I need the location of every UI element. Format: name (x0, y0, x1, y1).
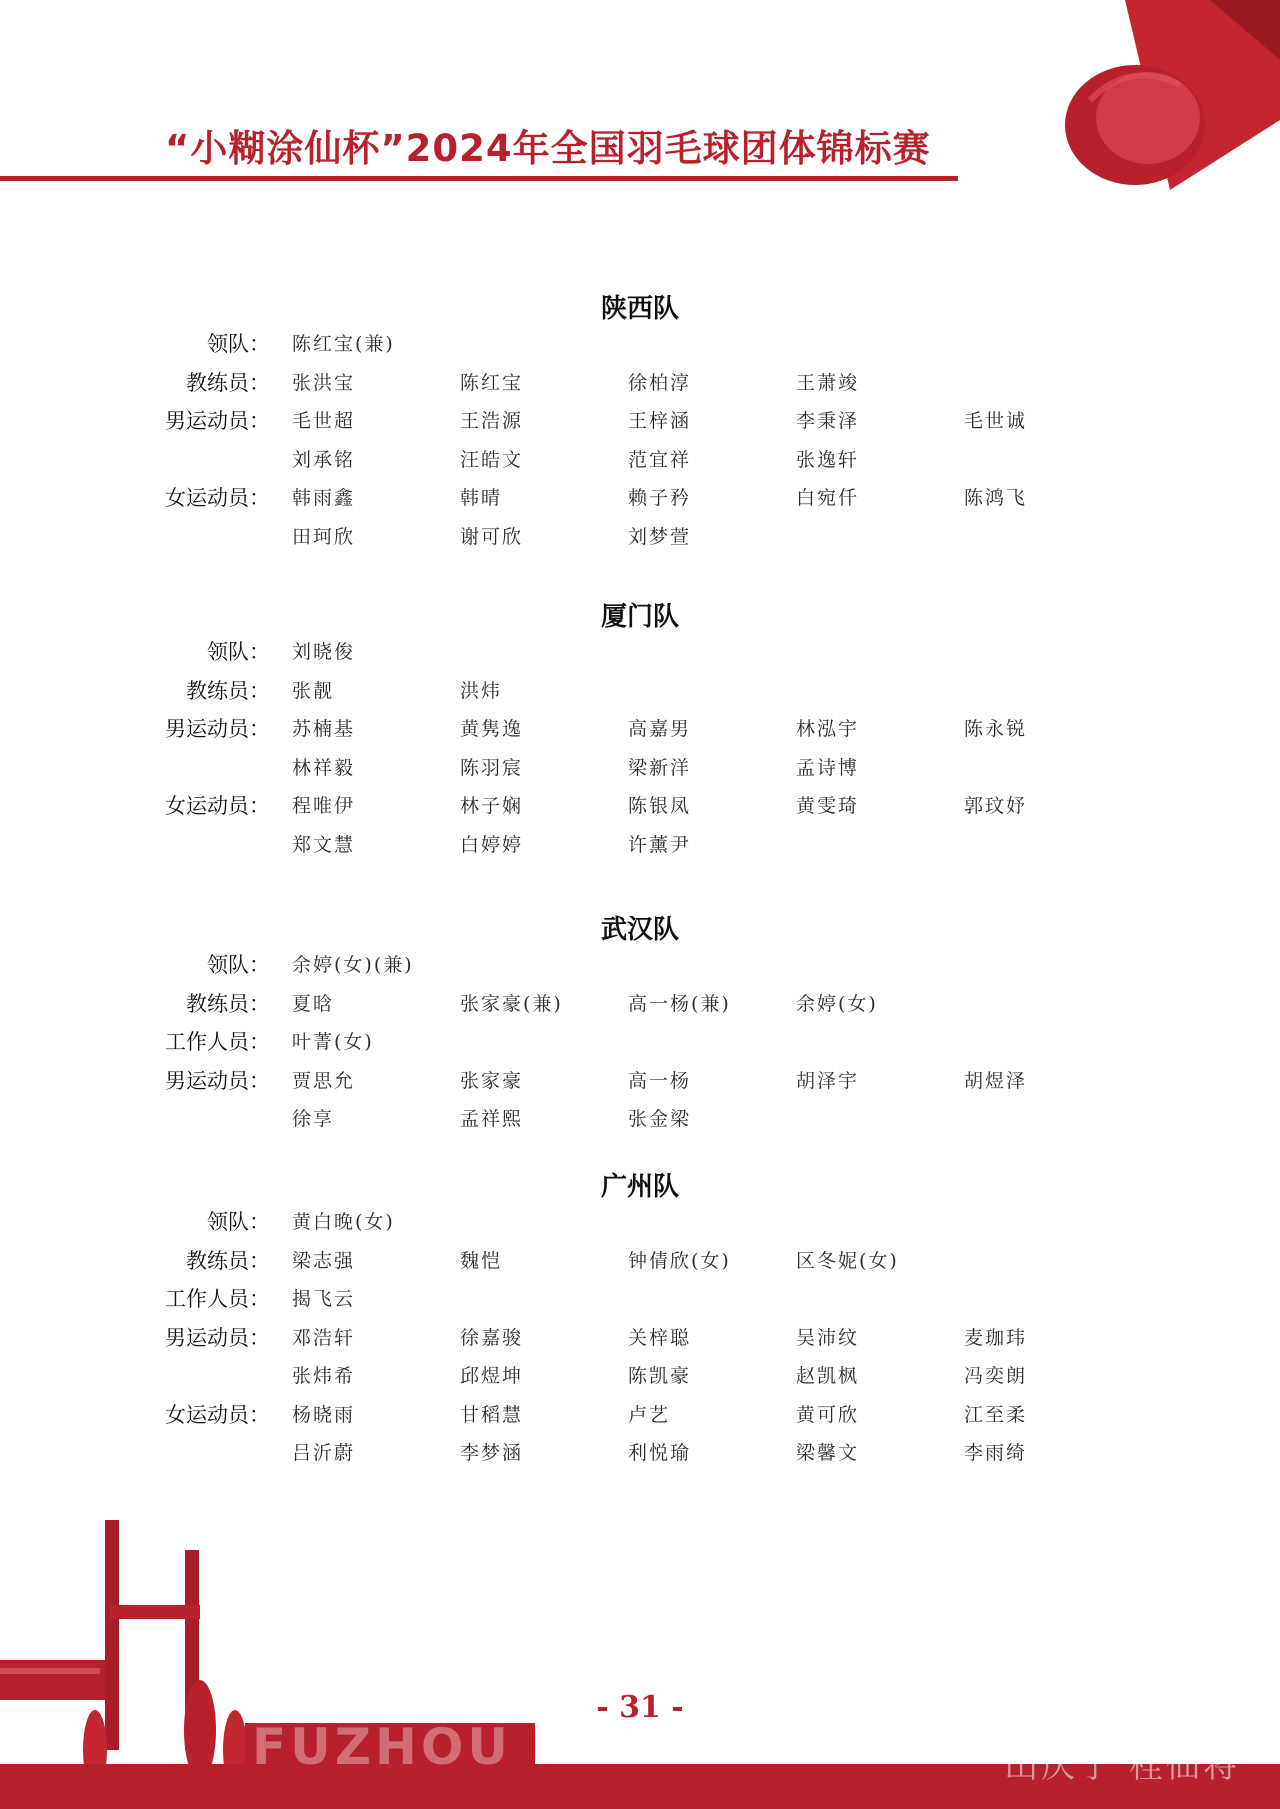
member-name: 张炜希 (292, 1365, 356, 1387)
header-corner-decoration (1030, 0, 1280, 194)
roster-row (0, 521, 1280, 551)
role-label: 女运动员 ： (165, 790, 270, 820)
role-label: 工作人员 ： (165, 1283, 270, 1313)
role-label: 领队 ： (207, 949, 270, 979)
roster-row (0, 1206, 1280, 1236)
member-name: 甘稻慧 (460, 1403, 524, 1426)
roster-row (0, 790, 1280, 820)
member-name: 汪皓文 (460, 448, 524, 471)
member-name: 毛世超 (292, 410, 356, 432)
member-name: 贾思允 (292, 1069, 356, 1092)
member-name: 胡泽宇 (796, 1069, 860, 1092)
member-name: 麦珈玮 (964, 1326, 1028, 1349)
role-label: 教练员 ： (186, 367, 270, 397)
member-name: 张家豪(兼) (460, 992, 563, 1015)
roster-row (0, 1245, 1280, 1275)
member-name: 关梓聪 (628, 1326, 692, 1349)
role-label: 男运动员 ： (165, 1065, 270, 1095)
role-label: 工作人员 ： (165, 1026, 270, 1056)
member-name: 梁新洋 (628, 756, 692, 779)
member-name: 李雨绮 (964, 1442, 1028, 1464)
member-name: 王浩源 (460, 410, 524, 432)
member-name: 范宜祥 (628, 448, 692, 471)
role-label: 教练员 ： (186, 675, 270, 705)
roster-row (0, 444, 1280, 474)
roster-row (0, 636, 1280, 666)
member-name: 高嘉男 (628, 718, 692, 740)
roster-row (0, 988, 1280, 1018)
member-name: 梁志强 (292, 1249, 356, 1272)
role-label: 领队 ： (207, 636, 270, 666)
roster-row (0, 1065, 1280, 1095)
member-name: 白宛仟 (796, 487, 860, 509)
role-label: 男运动员 ： (165, 713, 270, 743)
page-number: - 31 - (596, 1690, 684, 1725)
member-name: 郭玟妤 (964, 795, 1028, 817)
role-label: 女运动员 ： (165, 482, 270, 512)
member-name: 张洪宝 (292, 371, 356, 394)
team-name: 广州队 (600, 1172, 679, 1202)
member-name: 张靓 (292, 679, 335, 702)
member-name: 李秉泽 (796, 410, 860, 432)
member-name: 陈红宝(兼) (292, 333, 395, 355)
member-name: 黄白晚(女) (292, 1211, 395, 1233)
member-name: 钟倩欣(女) (628, 1249, 731, 1272)
member-name: 林泓宇 (796, 718, 860, 740)
member-name: 黄雯琦 (796, 795, 860, 817)
member-name: 苏楠基 (292, 718, 356, 740)
member-name: 陈羽宸 (460, 756, 524, 779)
city-name-text: FUZHOU (252, 1718, 512, 1776)
gate-illustration (0, 1510, 260, 1774)
roster-row (0, 1360, 1280, 1390)
document-title: “小糊涂仙杯”2024年全国羽毛球团体锦标赛 (165, 127, 931, 170)
role-label: 领队 ： (207, 1206, 270, 1236)
member-name: 黄可欣 (796, 1403, 860, 1426)
member-name: 陈红宝 (460, 371, 524, 394)
roster-row (0, 367, 1280, 397)
member-name: 邱煜坤 (460, 1365, 524, 1387)
member-name: 杨晓雨 (292, 1403, 356, 1426)
role-label: 教练员 ： (186, 988, 270, 1018)
roster-row (0, 1103, 1280, 1133)
member-name: 许薰尹 (628, 833, 692, 856)
member-name: 毛世诚 (964, 410, 1028, 432)
member-name: 吕沂蔚 (292, 1442, 356, 1464)
member-name: 胡煜泽 (964, 1069, 1028, 1092)
member-name: 王萧竣 (796, 371, 860, 394)
roster-row (0, 482, 1280, 512)
roster-row (0, 328, 1280, 358)
team-name: 厦门队 (600, 602, 679, 632)
roster-row (0, 405, 1280, 435)
member-name: 田珂欣 (292, 525, 356, 548)
member-name: 林子娴 (460, 795, 524, 817)
member-name: 区冬妮(女) (796, 1249, 899, 1272)
member-name: 程唯伊 (292, 795, 356, 817)
member-name: 冯奕朗 (964, 1365, 1028, 1387)
member-name: 王梓涵 (628, 410, 692, 432)
member-name: 夏晗 (292, 992, 335, 1015)
roster-row (0, 1283, 1280, 1313)
member-name: 高一杨 (628, 1069, 692, 1092)
member-name: 林祥毅 (292, 756, 356, 779)
member-name: 洪炜 (460, 679, 503, 702)
member-name: 徐享 (292, 1108, 335, 1130)
roster-row (0, 1026, 1280, 1056)
member-name: 孟诗博 (796, 756, 860, 779)
member-name: 揭飞云 (292, 1288, 356, 1310)
role-label: 男运动员 ： (165, 1322, 270, 1352)
member-name: 赖子矜 (628, 487, 692, 509)
header-divider (0, 176, 958, 181)
member-name: 张金梁 (628, 1108, 692, 1130)
member-name: 刘晓俊 (292, 641, 356, 663)
member-name: 黄隽逸 (460, 718, 524, 740)
roster-row (0, 752, 1280, 782)
member-name: 卢艺 (628, 1403, 671, 1426)
member-name: 韩晴 (460, 487, 503, 509)
member-name: 刘承铭 (292, 448, 356, 471)
roster-row (0, 949, 1280, 979)
member-name: 高一杨(兼) (628, 992, 731, 1015)
roster-row (0, 675, 1280, 705)
member-name: 余婷(女)(兼) (292, 954, 414, 976)
member-name: 梁馨文 (796, 1442, 860, 1464)
member-name: 孟祥熙 (460, 1108, 524, 1130)
role-label: 女运动员 ： (165, 1399, 270, 1429)
roster-row (0, 713, 1280, 743)
member-name: 郑文慧 (292, 833, 356, 856)
roster-row (0, 1437, 1280, 1467)
role-label: 领队 ： (207, 328, 270, 358)
member-name: 魏恺 (460, 1249, 503, 1272)
member-name: 韩雨鑫 (292, 487, 356, 509)
member-name: 陈鸿飞 (964, 487, 1028, 509)
member-name: 江至柔 (964, 1403, 1028, 1426)
roster-row (0, 829, 1280, 859)
member-name: 吴沛纹 (796, 1326, 860, 1349)
watermark-text: 山庆了 桂仙将 (1004, 1746, 1240, 1786)
member-name: 徐柏淳 (628, 371, 692, 394)
member-name: 张逸轩 (796, 448, 860, 471)
member-name: 赵凯枫 (796, 1365, 860, 1387)
member-name: 徐嘉骏 (460, 1326, 524, 1349)
role-label: 教练员 ： (186, 1245, 270, 1275)
member-name: 白婷婷 (460, 833, 524, 856)
member-name: 陈银凤 (628, 795, 692, 817)
member-name: 谢可欣 (460, 525, 524, 548)
member-name: 邓浩轩 (292, 1326, 356, 1349)
team-name: 武汉队 (600, 915, 679, 945)
member-name: 利悦瑜 (628, 1442, 692, 1464)
team-name: 陕西队 (600, 294, 679, 324)
roster-row (0, 1399, 1280, 1429)
role-label: 男运动员 ： (165, 405, 270, 435)
member-name: 刘梦萱 (628, 525, 692, 548)
member-name: 叶菁(女) (292, 1031, 374, 1053)
member-name: 张家豪 (460, 1069, 524, 1092)
member-name: 李梦涵 (460, 1442, 524, 1464)
member-name: 余婷(女) (796, 992, 878, 1015)
member-name: 陈凯豪 (628, 1365, 692, 1387)
member-name: 陈永锐 (964, 718, 1028, 740)
roster-row (0, 1322, 1280, 1352)
